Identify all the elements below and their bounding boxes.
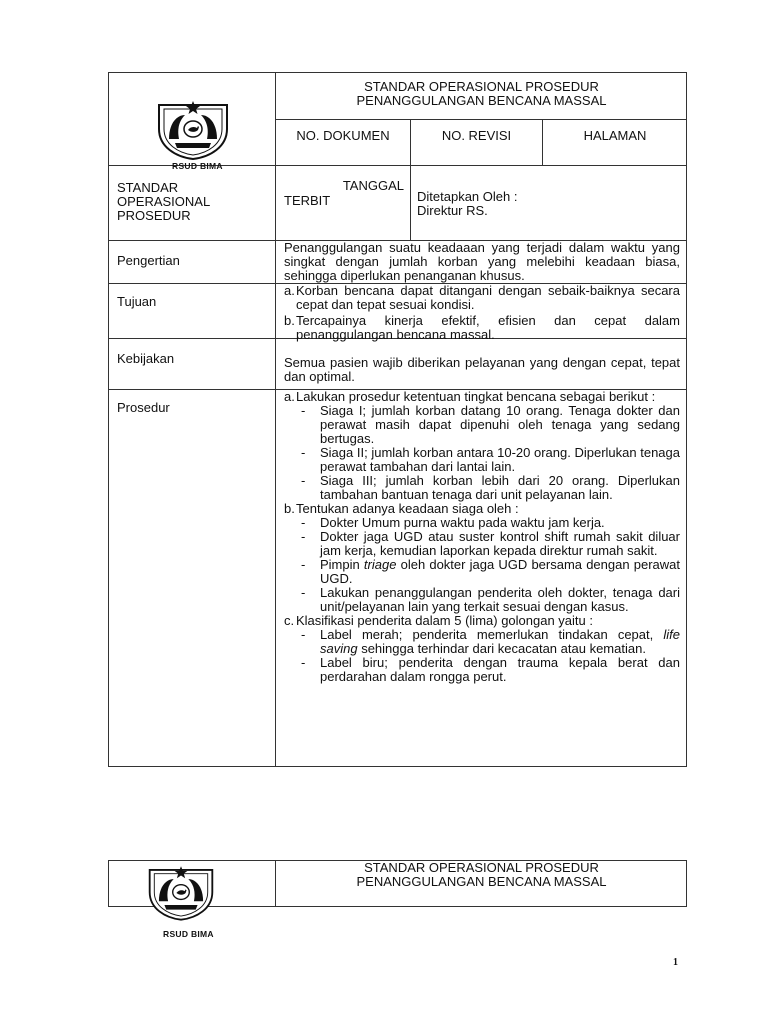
sop-label bbox=[117, 181, 267, 223]
tujuan-item: a. Korban bencana dapat ditangani dengan sebaik-baiknya secara cepat dan tepat sesuai kondisi. bbox=[284, 283, 680, 312]
prosedur-item-b: b. Tentukan adanya keadaan siaga oleh : bbox=[284, 501, 519, 516]
ditetapkan-line: Ditetapkan Oleh : bbox=[417, 189, 518, 204]
halaman-header: HALAMAN bbox=[583, 128, 647, 143]
no-revisi-header: NO. REVISI bbox=[441, 128, 512, 143]
tanggal-terbit bbox=[284, 178, 404, 208]
ditetapkan-line: Direktur RS. bbox=[417, 203, 488, 218]
sop-label-line: STANDAR bbox=[117, 180, 179, 195]
divider bbox=[275, 119, 687, 120]
kebijakan-text: Semua pasien wajib diberikan pelayanan yang dengan cepat, tepat dan optimal. bbox=[284, 355, 680, 384]
list-item: - Siaga II; jumlah korban antara 10-20 orang. Diperlukan tenaga perawat tambahan dari lantai lain. bbox=[301, 445, 680, 474]
list-item: - Lakukan penanggulangan penderita oleh dokter, tenaga dari unit/pelayanan lain yang terkait sesuai dengan kasus. bbox=[301, 585, 680, 614]
terbit-label: TERBIT bbox=[284, 193, 331, 208]
prosedur-item-a: a. Lakukan prosedur ketentuan tingkat bencana sebagai berikut : bbox=[284, 389, 656, 404]
no-dokumen-header: NO. DOKUMEN bbox=[296, 128, 390, 143]
list-item: - Label biru; penderita dengan trauma kepala berat dan perdarahan dalam rongga perut. bbox=[301, 655, 680, 684]
ditetapkan-oleh bbox=[417, 190, 677, 218]
list-item: - Siaga III; jumlah korban lebih dari 20 orang. Diperlukan tambahan bantuan tenaga dari unit pelayanan lain. bbox=[301, 473, 680, 502]
list-item: - Pimpin triage oleh dokter jaga UGD bersama dengan perawat UGD. bbox=[301, 557, 680, 586]
divider bbox=[275, 73, 276, 767]
prosedur-content bbox=[284, 390, 680, 684]
title-line: PENANGGULANGAN BENCANA MASSAL bbox=[356, 93, 607, 108]
pengertian-label: Pengertian bbox=[117, 253, 180, 268]
logo-caption: RSUD BIMA bbox=[172, 161, 223, 171]
tanggal-label: TANGGAL bbox=[342, 178, 404, 193]
prosedur-label: Prosedur bbox=[117, 400, 170, 415]
hospital-emblem-icon bbox=[155, 99, 231, 161]
kebijakan-label: Kebijakan bbox=[117, 351, 175, 366]
logo-caption: RSUD BIMA bbox=[163, 929, 214, 939]
prosedur-item-c: c. Klasifikasi penderita dalam 5 (lima) golongan yaitu : bbox=[284, 613, 593, 628]
list-item: - Dokter Umum purna waktu pada waktu jam kerja. bbox=[301, 515, 605, 530]
sop-label-line: PROSEDUR bbox=[117, 208, 191, 223]
page-number: 1 bbox=[673, 957, 678, 968]
list-item: - Siaga I; jumlah korban datang 10 orang. Tenaga dokter dan perawat masih dapat dipenuhi oleh tenaga yang sedang bertugas. bbox=[301, 403, 680, 446]
sop-table bbox=[108, 72, 687, 767]
tujuan-label: Tujuan bbox=[117, 294, 157, 309]
tujuan-list bbox=[284, 284, 680, 342]
title-line: STANDAR OPERASIONAL PROSEDUR bbox=[364, 79, 599, 94]
list-item: - Label merah; penderita memerlukan tindakan cepat, life saving sehingga terhindar dari kecacatan atau kematian. bbox=[301, 627, 680, 656]
title-line: STANDAR OPERASIONAL PROSEDUR bbox=[364, 860, 599, 875]
hospital-emblem-icon bbox=[146, 864, 216, 922]
document-title bbox=[276, 80, 687, 108]
sop-label-line: OPERASIONAL bbox=[117, 194, 211, 209]
document-title bbox=[276, 861, 687, 889]
pengertian-text: Penanggulangan suatu keadaaan yang terjadi dalam waktu yang singkat dengan jumlah korban yang melebihi keadaan biasa, sehingga diperlukan penanganan khusus. bbox=[284, 240, 680, 283]
title-line: PENANGGULANGAN BENCANA MASSAL bbox=[356, 874, 607, 889]
tujuan-item: b. Tercapainya kinerja efektif, efisien dan cepat dalam penanggulangan bencana massal. bbox=[284, 313, 680, 342]
list-item: - Dokter jaga UGD atau suster kontrol shift rumah sakit diluar jam kerja, kemudian laporkan kepada direktur rumah sakit. bbox=[301, 529, 680, 558]
